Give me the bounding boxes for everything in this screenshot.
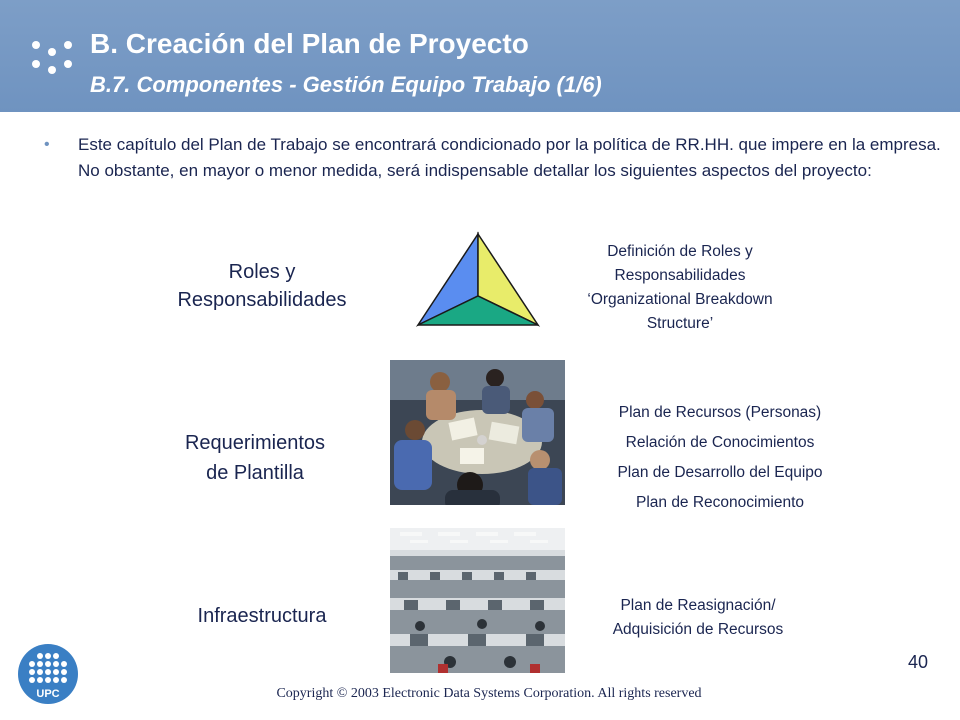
roles-description [560,240,800,336]
infrastructure-item: Adquisición de Recursos [612,621,784,638]
staffing-label [150,428,360,488]
roles-label [150,258,374,314]
meeting-photo [390,360,565,505]
staffing-item: Plan de Desarrollo del Equipo [617,464,823,481]
office-photo [390,528,565,673]
upc-logo-text: UPC [36,688,60,700]
roles-item: Responsabilidades [614,267,746,284]
roles-item: Definición de Roles y [607,243,753,260]
meeting-photo-illustration [390,360,565,505]
staffing-item: Plan de Reconocimiento [635,494,805,511]
copyright-notice: Copyright © 2003 Electronic Data Systems Corporation. All rights reserved [276,686,702,701]
bullet-marker: • [44,136,50,153]
pyramid-icon [414,230,542,328]
infrastructure-label: Infraestructura [197,605,327,627]
page-subtitle: B.7. Componentes - Gestión Equipo Trabajo (1/6) [90,72,602,97]
infrastructure-item: Plan de Reasignación/ [620,597,776,614]
staffing-label-line2: de Plantilla [206,462,304,484]
header-bar [0,0,960,112]
infrastructure-description [578,594,818,642]
staffing-item: Plan de Recursos (Personas) [618,404,822,421]
roles-item: Structure’ [646,315,714,332]
staffing-description [580,398,860,518]
staffing-label-line1: Requerimientos [184,432,326,454]
office-photo-illustration [390,528,565,673]
roles-label-line2: Responsabilidades [177,289,347,311]
staffing-item: Relación de Conocimientos [625,434,815,451]
dots-logo-icon [30,38,82,78]
roles-item: ‘Organizational Breakdown [587,291,773,308]
roles-label-line1: Roles y [228,261,296,283]
page-title: B. Creación del Plan de Proyecto [90,28,529,59]
intro-paragraph: Este capítulo del Plan de Trabajo se encontrará condicionado por la política de RR.HH. que impere en la empresa. No obstante, en mayor o menor medida, será indispensable detallar los siguientes aspectos del proyecto: [78,135,941,180]
page-number: 40 [908,652,929,672]
